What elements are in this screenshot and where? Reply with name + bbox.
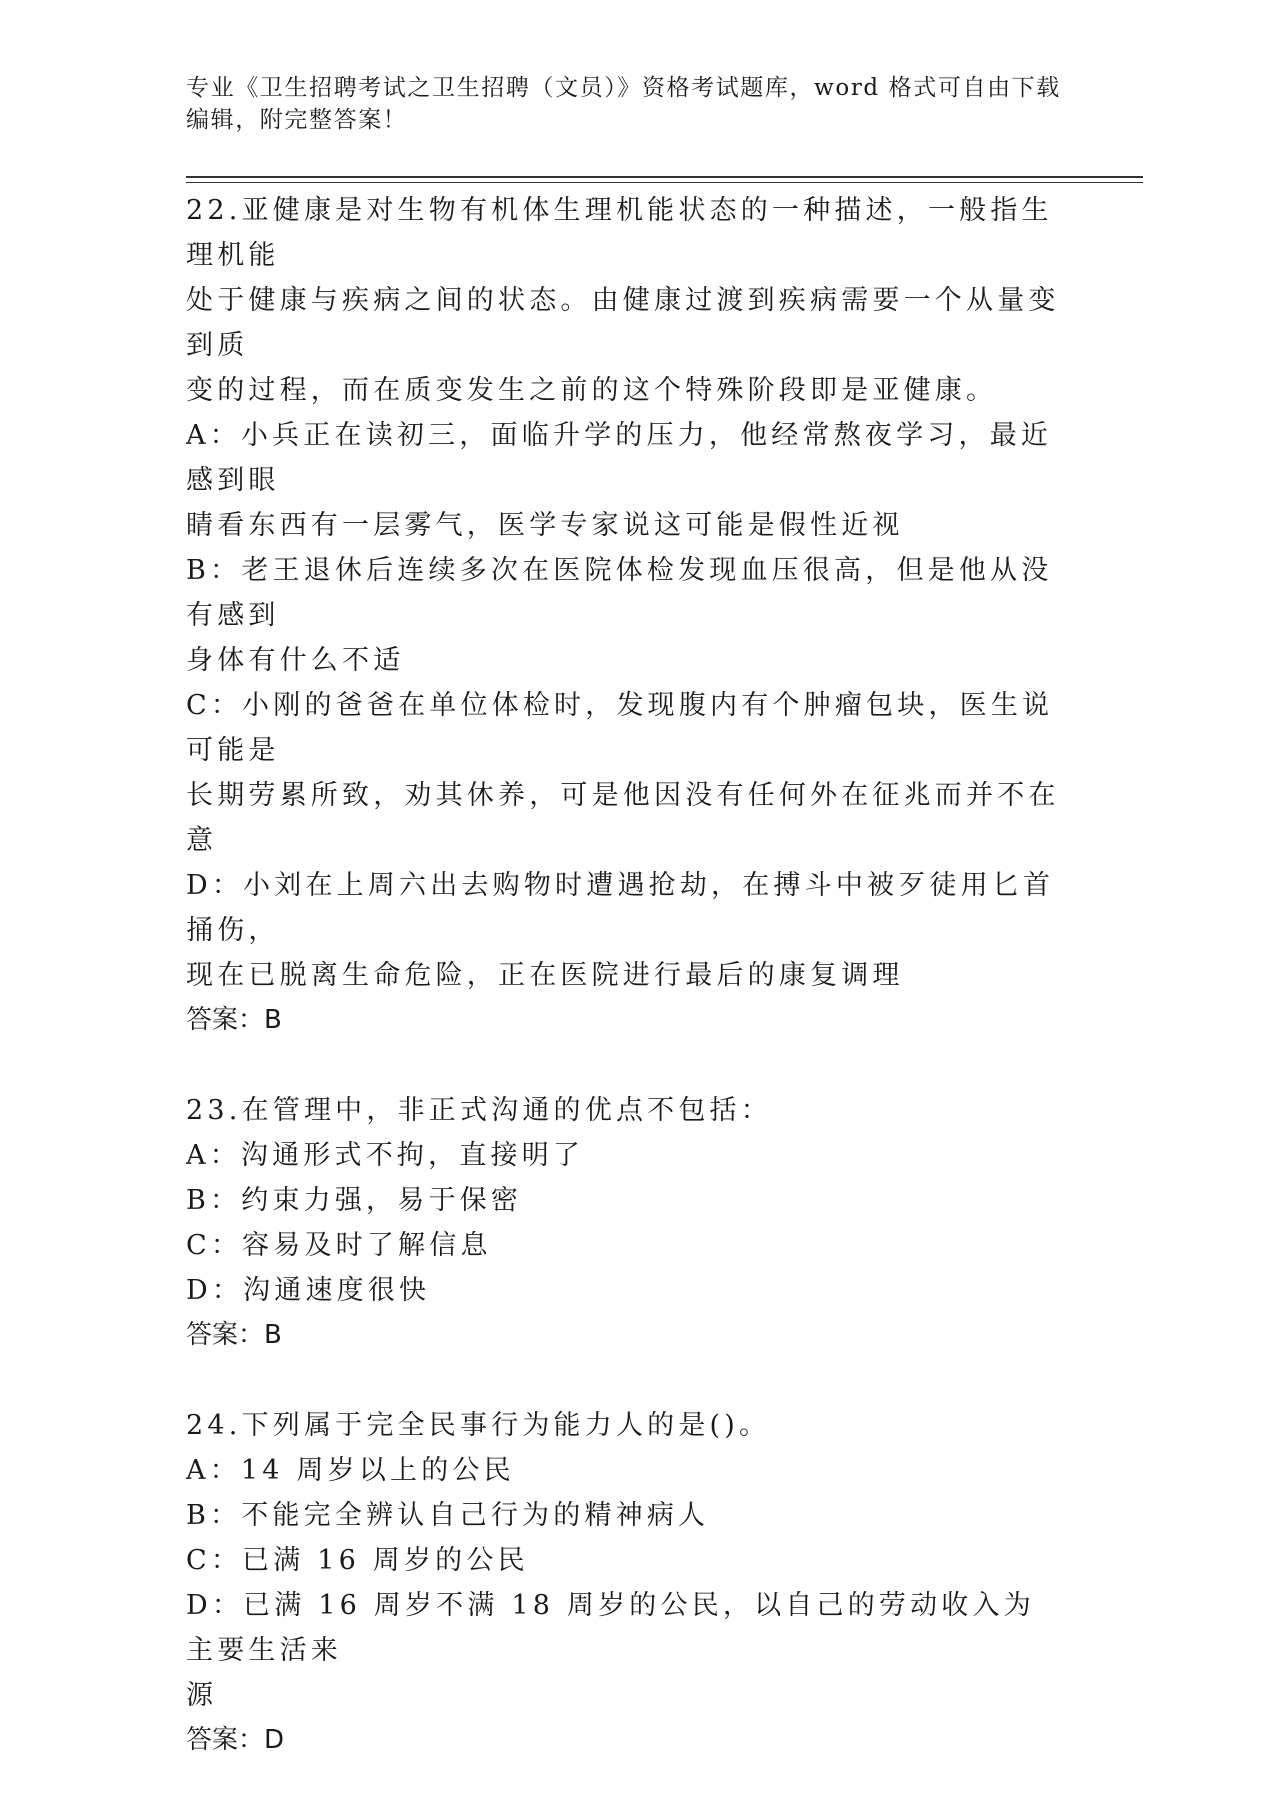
question-24 xyxy=(186,1403,1066,1763)
option-line: D：小刘在上周六出去购物时遭遇抢劫，在搏斗中被歹徒用匕首捅伤， xyxy=(186,870,1055,946)
option-line: A：14 周岁以上的公民 xyxy=(186,1455,515,1486)
option-line: 睛看东西有一层雾气，医学专家说这可能是假性近视 xyxy=(186,510,904,541)
answer-value: B xyxy=(264,1005,282,1035)
option-line: A：小兵正在读初三，面临升学的压力，他经常熬夜学习，最近感到眼 xyxy=(186,420,1053,496)
question-text-line: 22.亚健康是对生物有机体生理机能状态的一种描述，一般指生理机能 xyxy=(186,195,1053,271)
option-line: C：容易及时了解信息 xyxy=(186,1230,492,1261)
option-line: B：老王退休后连续多次在医院体检发现血压很高，但是他从没有感到 xyxy=(186,555,1053,631)
question-text xyxy=(186,1088,1066,1133)
question-text-line: 24.下列属于完全民事行为能力人的是()。 xyxy=(186,1410,771,1441)
option-line: B：约束力强，易于保密 xyxy=(186,1185,523,1216)
option-d xyxy=(186,863,1066,998)
option-line: 长期劳累所致，劝其休养，可是他因没有任何外在征兆而并不在意 xyxy=(186,780,1060,856)
option-line: C：已满 16 周岁的公民 xyxy=(186,1545,529,1576)
option-c xyxy=(186,683,1066,863)
question-text xyxy=(186,188,1066,413)
option-d xyxy=(186,1583,1066,1718)
answer-value: D xyxy=(264,1725,285,1755)
question-text-line: 处于健康与疾病之间的状态。由健康过渡到疾病需要一个从量变到质 xyxy=(186,285,1060,361)
question-22 xyxy=(186,188,1066,1043)
option-line: D：已满 16 周岁不满 18 周岁的公民，以自己的劳动收入为主要生活来 xyxy=(186,1590,1035,1666)
option-a xyxy=(186,1133,1066,1178)
option-line: A：沟通形式不拘，直接明了 xyxy=(186,1140,585,1171)
question-text-line: 23.在管理中，非正式沟通的优点不包括： xyxy=(186,1095,772,1126)
option-line: 现在已脱离生命危险，正在医院进行最后的康复调理 xyxy=(186,960,904,991)
option-line: B：不能完全辨认自己行为的精神病人 xyxy=(186,1500,710,1531)
option-a xyxy=(186,413,1066,548)
header-divider-thin xyxy=(186,182,1143,183)
question-list xyxy=(186,188,1066,1808)
option-b xyxy=(186,1178,1066,1223)
option-d xyxy=(186,1268,1066,1313)
option-b xyxy=(186,1493,1066,1538)
answer-label: 答案： xyxy=(186,1320,265,1350)
option-line: D：沟通速度很快 xyxy=(186,1275,431,1306)
answer-value: B xyxy=(264,1320,282,1350)
answer xyxy=(186,998,1066,1043)
option-line: 源 xyxy=(186,1680,218,1711)
header-line-1: 专业《卫生招聘考试之卫生招聘（文员）》资格考试题库，word 格式可自由下载 xyxy=(186,75,1061,101)
question-23 xyxy=(186,1088,1066,1358)
answer-label: 答案： xyxy=(186,1005,265,1035)
option-a xyxy=(186,1448,1066,1493)
option-c xyxy=(186,1223,1066,1268)
answer xyxy=(186,1313,1066,1358)
option-c xyxy=(186,1538,1066,1583)
option-line: C：小刚的爸爸在单位体检时，发现腹内有个肿瘤包块，医生说可能是 xyxy=(186,690,1054,766)
header-divider xyxy=(186,176,1143,178)
answer xyxy=(186,1718,1066,1763)
answer-label: 答案： xyxy=(186,1725,265,1755)
header-line-2: 编辑，附完整答案！ xyxy=(186,107,408,133)
question-text xyxy=(186,1403,1066,1448)
option-b xyxy=(186,548,1066,683)
question-text-line: 变的过程，而在质变发生之前的这个特殊阶段即是亚健康。 xyxy=(186,375,998,406)
document-header xyxy=(186,72,1066,136)
option-line: 身体有什么不适 xyxy=(186,645,405,676)
